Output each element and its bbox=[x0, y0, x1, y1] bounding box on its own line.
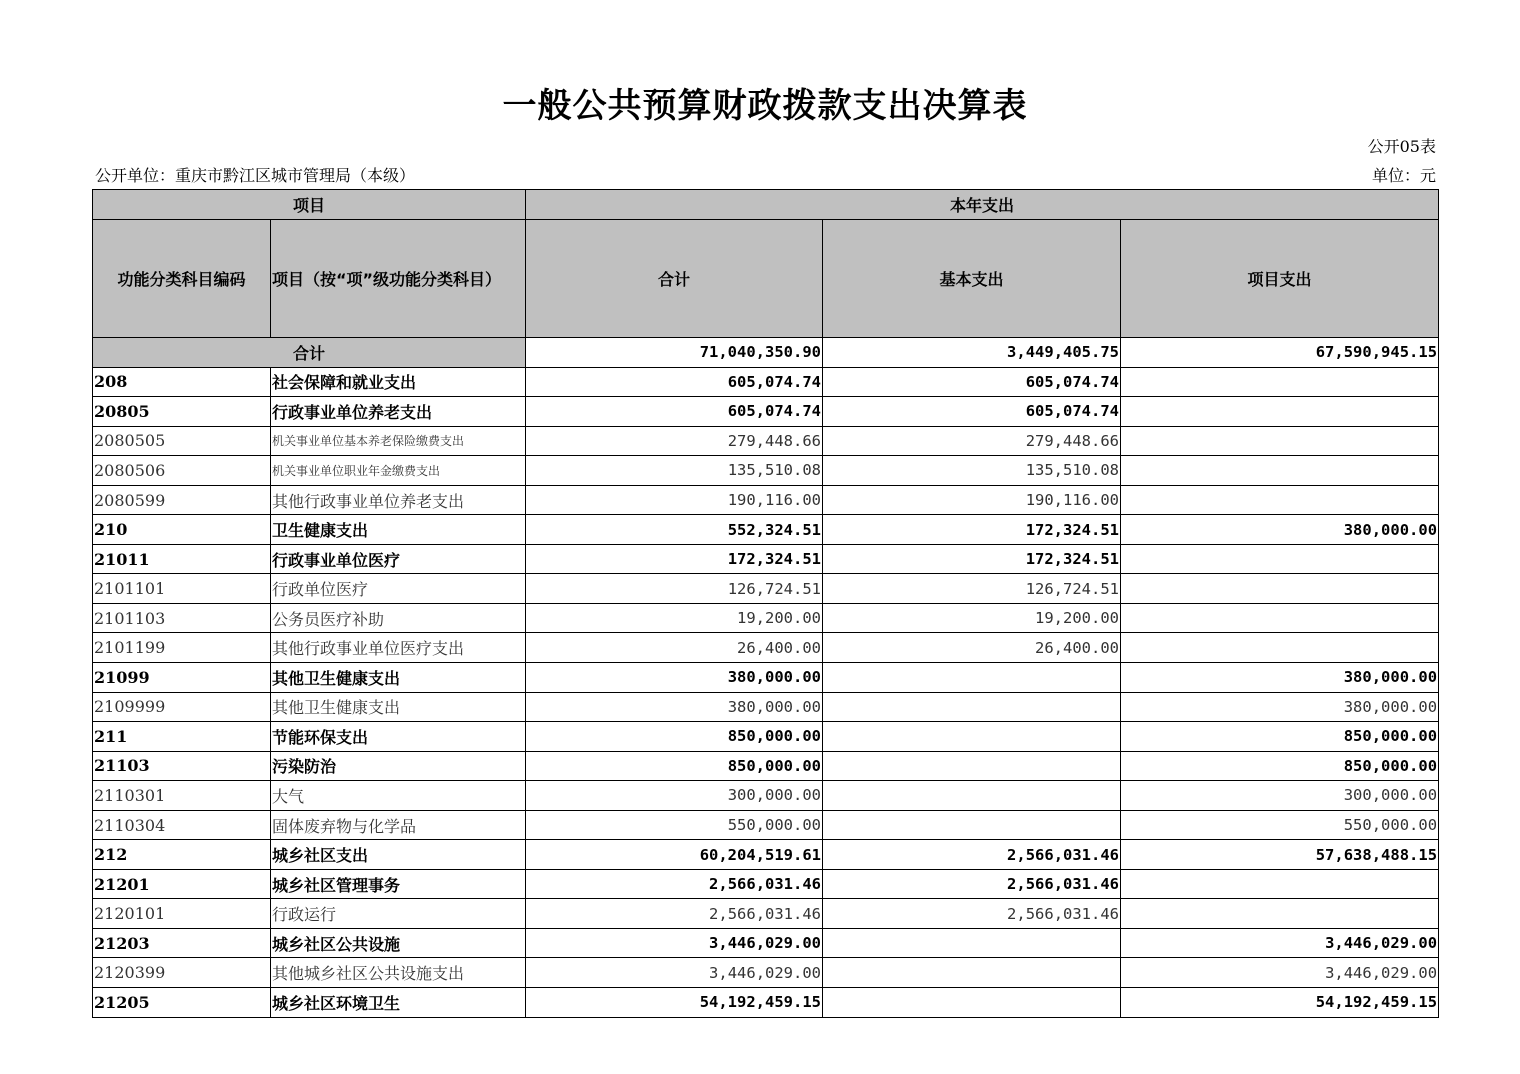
row-total: 190,116.00 bbox=[526, 485, 823, 515]
row-name: 其他行政事业单位养老支出 bbox=[271, 485, 526, 515]
row-code: 210 bbox=[93, 515, 271, 545]
row-code: 2080599 bbox=[93, 485, 271, 515]
row-proj bbox=[1121, 574, 1439, 604]
row-proj: 850,000.00 bbox=[1121, 751, 1439, 781]
table-row bbox=[93, 456, 1439, 486]
table-row bbox=[93, 692, 1439, 722]
row-total: 2,566,031.46 bbox=[526, 899, 823, 929]
row-proj: 54,192,459.15 bbox=[1121, 988, 1439, 1018]
row-code: 2120101 bbox=[93, 899, 271, 929]
row-proj bbox=[1121, 456, 1439, 486]
row-total: 605,074.74 bbox=[526, 397, 823, 427]
table-row bbox=[93, 544, 1439, 574]
row-proj: 380,000.00 bbox=[1121, 515, 1439, 545]
row-code: 2110301 bbox=[93, 781, 271, 811]
row-code: 21103 bbox=[93, 751, 271, 781]
row-name: 其他行政事业单位医疗支出 bbox=[271, 633, 526, 663]
row-name: 污染防治 bbox=[271, 751, 526, 781]
row-name: 社会保障和就业支出 bbox=[271, 367, 526, 397]
row-total: 54,192,459.15 bbox=[526, 988, 823, 1018]
row-code: 21203 bbox=[93, 928, 271, 958]
header-basic: 基本支出 bbox=[823, 220, 1121, 338]
row-code: 21205 bbox=[93, 988, 271, 1018]
row-total: 19,200.00 bbox=[526, 603, 823, 633]
row-basic: 126,724.51 bbox=[823, 574, 1121, 604]
row-basic bbox=[823, 988, 1121, 1018]
total-total: 71,040,350.90 bbox=[526, 338, 823, 368]
row-basic bbox=[823, 751, 1121, 781]
row-name: 公务员医疗补助 bbox=[271, 603, 526, 633]
row-code: 21099 bbox=[93, 663, 271, 693]
table-row bbox=[93, 426, 1439, 456]
header-project: 项目 bbox=[93, 190, 526, 220]
table-row bbox=[93, 722, 1439, 752]
row-total: 552,324.51 bbox=[526, 515, 823, 545]
row-name: 固体废弃物与化学品 bbox=[271, 810, 526, 840]
header-row-1 bbox=[93, 190, 1439, 220]
row-basic bbox=[823, 722, 1121, 752]
row-name: 城乡社区公共设施 bbox=[271, 928, 526, 958]
row-code: 211 bbox=[93, 722, 271, 752]
row-code: 2101199 bbox=[93, 633, 271, 663]
row-total: 279,448.66 bbox=[526, 426, 823, 456]
row-total: 850,000.00 bbox=[526, 722, 823, 752]
row-total: 3,446,029.00 bbox=[526, 958, 823, 988]
table-row bbox=[93, 958, 1439, 988]
table-row bbox=[93, 751, 1439, 781]
reporting-unit: 公开单位：重庆市黔江区城市管理局（本级） bbox=[95, 166, 416, 185]
row-code: 2101101 bbox=[93, 574, 271, 604]
row-code: 2120399 bbox=[93, 958, 271, 988]
table-row bbox=[93, 603, 1439, 633]
table-row bbox=[93, 810, 1439, 840]
row-basic: 605,074.74 bbox=[823, 397, 1121, 427]
row-proj: 300,000.00 bbox=[1121, 781, 1439, 811]
table-row bbox=[93, 397, 1439, 427]
row-total: 380,000.00 bbox=[526, 663, 823, 693]
header-this-year: 本年支出 bbox=[526, 190, 1439, 220]
row-proj bbox=[1121, 485, 1439, 515]
expenditure-table bbox=[92, 189, 1439, 1018]
row-total: 135,510.08 bbox=[526, 456, 823, 486]
row-name: 城乡社区管理事务 bbox=[271, 869, 526, 899]
table-row bbox=[93, 840, 1439, 870]
table-row bbox=[93, 869, 1439, 899]
row-proj: 3,446,029.00 bbox=[1121, 958, 1439, 988]
row-proj: 850,000.00 bbox=[1121, 722, 1439, 752]
row-total: 605,074.74 bbox=[526, 367, 823, 397]
row-basic: 2,566,031.46 bbox=[823, 869, 1121, 899]
row-basic bbox=[823, 928, 1121, 958]
form-number: 公开05表 bbox=[1367, 137, 1436, 156]
table-row bbox=[93, 663, 1439, 693]
total-row bbox=[93, 338, 1439, 368]
header-code: 功能分类科目编码 bbox=[93, 220, 271, 338]
row-name: 卫生健康支出 bbox=[271, 515, 526, 545]
row-basic: 172,324.51 bbox=[823, 544, 1121, 574]
row-basic: 2,566,031.46 bbox=[823, 840, 1121, 870]
row-proj bbox=[1121, 426, 1439, 456]
row-total: 850,000.00 bbox=[526, 751, 823, 781]
row-total: 172,324.51 bbox=[526, 544, 823, 574]
row-total: 300,000.00 bbox=[526, 781, 823, 811]
row-basic bbox=[823, 810, 1121, 840]
header-row-2 bbox=[93, 220, 1439, 338]
row-code: 21201 bbox=[93, 869, 271, 899]
row-code: 2080505 bbox=[93, 426, 271, 456]
total-label: 合计 bbox=[93, 338, 526, 368]
row-proj bbox=[1121, 633, 1439, 663]
row-basic bbox=[823, 781, 1121, 811]
row-code: 2101103 bbox=[93, 603, 271, 633]
row-name: 其他城乡社区公共设施支出 bbox=[271, 958, 526, 988]
row-basic: 279,448.66 bbox=[823, 426, 1121, 456]
row-proj: 550,000.00 bbox=[1121, 810, 1439, 840]
row-code: 2080506 bbox=[93, 456, 271, 486]
row-basic: 172,324.51 bbox=[823, 515, 1121, 545]
row-basic bbox=[823, 958, 1121, 988]
row-proj: 3,446,029.00 bbox=[1121, 928, 1439, 958]
total-basic: 3,449,405.75 bbox=[823, 338, 1121, 368]
table-row bbox=[93, 515, 1439, 545]
table-row bbox=[93, 781, 1439, 811]
row-proj: 57,638,488.15 bbox=[1121, 840, 1439, 870]
table-row bbox=[93, 367, 1439, 397]
row-name: 行政事业单位养老支出 bbox=[271, 397, 526, 427]
row-name: 行政运行 bbox=[271, 899, 526, 929]
table-row bbox=[93, 485, 1439, 515]
row-proj bbox=[1121, 869, 1439, 899]
currency-unit: 单位：元 bbox=[1371, 166, 1436, 185]
row-code: 2110304 bbox=[93, 810, 271, 840]
row-name: 城乡社区环境卫生 bbox=[271, 988, 526, 1018]
row-total: 2,566,031.46 bbox=[526, 869, 823, 899]
row-basic bbox=[823, 663, 1121, 693]
row-basic: 26,400.00 bbox=[823, 633, 1121, 663]
row-name: 行政单位医疗 bbox=[271, 574, 526, 604]
row-basic bbox=[823, 692, 1121, 722]
row-total: 550,000.00 bbox=[526, 810, 823, 840]
row-total: 60,204,519.61 bbox=[526, 840, 823, 870]
row-code: 212 bbox=[93, 840, 271, 870]
row-proj bbox=[1121, 603, 1439, 633]
report-title: 一般公共预算财政拨款支出决算表 bbox=[502, 86, 1028, 126]
row-proj bbox=[1121, 544, 1439, 574]
row-code: 20805 bbox=[93, 397, 271, 427]
row-basic: 190,116.00 bbox=[823, 485, 1121, 515]
header-name: 项目（按“项”级功能分类科目） bbox=[271, 220, 526, 338]
row-proj bbox=[1121, 367, 1439, 397]
row-name: 机关事业单位基本养老保险缴费支出 bbox=[271, 426, 526, 456]
row-name: 大气 bbox=[271, 781, 526, 811]
row-name: 行政事业单位医疗 bbox=[271, 544, 526, 574]
row-basic: 19,200.00 bbox=[823, 603, 1121, 633]
row-name: 其他卫生健康支出 bbox=[271, 663, 526, 693]
row-basic: 605,074.74 bbox=[823, 367, 1121, 397]
row-total: 126,724.51 bbox=[526, 574, 823, 604]
row-basic: 2,566,031.46 bbox=[823, 899, 1121, 929]
row-proj: 380,000.00 bbox=[1121, 692, 1439, 722]
row-name: 城乡社区支出 bbox=[271, 840, 526, 870]
row-total: 380,000.00 bbox=[526, 692, 823, 722]
total-proj: 67,590,945.15 bbox=[1121, 338, 1439, 368]
row-name: 节能环保支出 bbox=[271, 722, 526, 752]
row-total: 3,446,029.00 bbox=[526, 928, 823, 958]
row-name: 其他卫生健康支出 bbox=[271, 692, 526, 722]
header-total: 合计 bbox=[526, 220, 823, 338]
row-name: 机关事业单位职业年金缴费支出 bbox=[271, 456, 526, 486]
table-row bbox=[93, 928, 1439, 958]
row-proj bbox=[1121, 397, 1439, 427]
table-row bbox=[93, 574, 1439, 604]
table-row bbox=[93, 899, 1439, 929]
row-code: 21011 bbox=[93, 544, 271, 574]
header-proj: 项目支出 bbox=[1121, 220, 1439, 338]
row-code: 2109999 bbox=[93, 692, 271, 722]
table-row bbox=[93, 633, 1439, 663]
row-code: 208 bbox=[93, 367, 271, 397]
row-total: 26,400.00 bbox=[526, 633, 823, 663]
row-proj bbox=[1121, 899, 1439, 929]
row-proj: 380,000.00 bbox=[1121, 663, 1439, 693]
row-basic: 135,510.08 bbox=[823, 456, 1121, 486]
table-row bbox=[93, 988, 1439, 1018]
